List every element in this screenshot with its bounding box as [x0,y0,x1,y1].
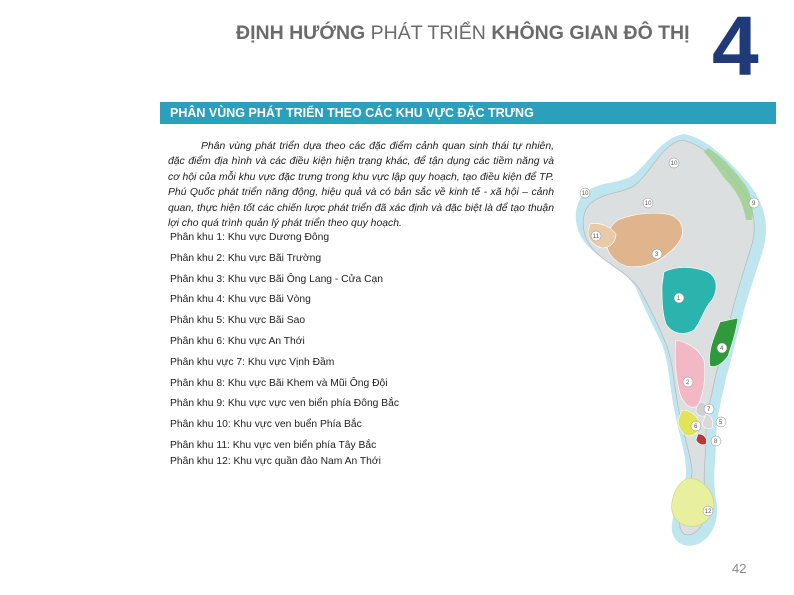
zone-label-10b [580,188,590,198]
zone-item: Phân khu 4: Khu vực Bãi Vòng [170,294,311,306]
zone-item: Phân khu 11: Khu vực ven biển phía Tây Bắc [170,439,377,451]
svg-text:4: 4 [720,346,724,352]
zone-label-5 [716,417,726,427]
island-zoning-map [566,128,778,550]
zone-item: Phân khu 9: Khu vực vực ven biển phía Đông Bắc [170,398,400,410]
zone-label-7 [704,404,714,414]
chapter-number: 4 [712,0,759,93]
svg-text:10: 10 [581,191,589,197]
zone-list [170,232,399,477]
zone-label-9 [749,198,759,208]
zone-item: Phân khu 6: Khu vực An Thới [170,335,305,347]
zone-label-10c [643,198,653,208]
svg-text:9: 9 [752,201,756,207]
svg-text:11: 11 [592,234,600,240]
zone-item: Phân khu 1: Khu vực Dương Đông [170,232,330,243]
title-bold-2: KHÔNG GIAN ĐÔ THỊ [491,22,690,44]
title-light: PHÁT TRIỂN [370,22,486,44]
title-bold-1: ĐỊNH HƯỚNG [236,22,366,44]
zone-label-3 [652,249,662,259]
zone-label-10a [669,158,679,168]
svg-text:6: 6 [694,424,698,430]
svg-text:7: 7 [707,407,711,413]
zone-item: Phân khu 12: Khu vực quần đảo Nam An Thới [170,455,381,467]
zone-item: Phân khu 5: Khu vực Bãi Sao [170,315,306,327]
zone-label-12 [703,506,713,516]
section-heading: PHÂN VÙNG PHÁT TRIỂN THEO CÁC KHU VỰC ĐẶC TRƯNG [170,106,534,120]
zone-item: Phân khu 3: Khu vực Bãi Ông Lang - Cửa Cạn [170,273,383,285]
svg-text:5: 5 [719,420,723,426]
zone-item: Phân khu 2: Khu vực Bãi Trường [170,252,322,264]
svg-text:12: 12 [704,509,712,515]
zone-label-1 [674,293,684,303]
svg-text:1: 1 [677,296,681,302]
svg-text:8: 8 [714,439,718,445]
zone-label-6 [691,421,701,431]
zone-label-4 [717,343,727,353]
svg-text:10: 10 [670,161,678,167]
intro-paragraph: Phân vùng phát triển dựa theo các đặc điểm cảnh quan sinh thái tự nhiên, đặc điểm địa hình và các điều kiện hiện trạng khác, để tận dụng các tiềm năng và cơ hội của mỗi khu vực đặc trưng trong khu vực lập quy hoạch, tạo điều kiện để TP. Phú Quốc phát triển năng động, hiệu quả và có bản sắc về kinh tế - xã hội – cảnh quan, thực hiện tốt các chiến lược phát triển đã xác định và đặc biệt là để tạo thuận lợi cho quá trình quản lý phát triển theo quy hoạch. [168,141,554,230]
section-heading-band [160,102,776,124]
svg-text:10: 10 [644,201,652,207]
svg-text:3: 3 [655,252,659,258]
svg-text:2: 2 [686,380,690,386]
zone-item: Phân khu vực 7: Khu vực Vịnh Đầm [170,356,335,368]
zone-item: Phân khu 10: Khu vực ven buển Phía Bắc [170,419,362,431]
zone-label-8 [711,436,721,446]
page-title [236,22,690,45]
zone-item: Phân khu 8: Khu vực Bãi Khem và Mũi Ông Đội [170,377,388,389]
page-number: 42 [732,561,747,576]
zone-label-2 [683,377,693,387]
zone-label-11 [591,231,601,241]
